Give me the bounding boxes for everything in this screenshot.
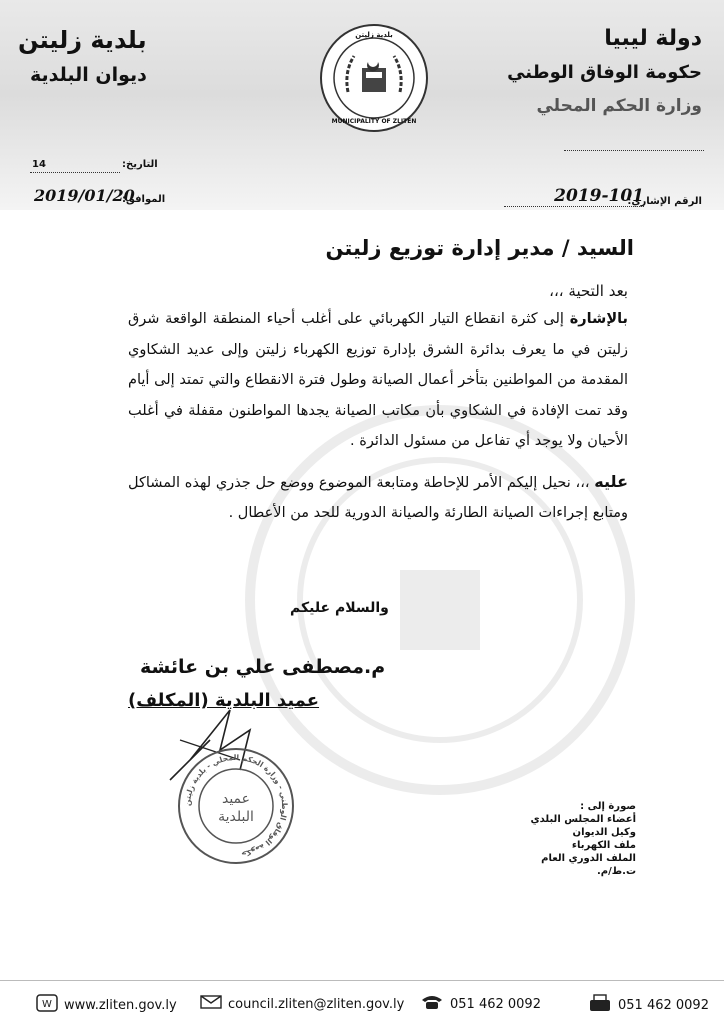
corresponding-value: 2019/01/20 (34, 186, 135, 205)
email-text: council.zliten@zliten.gov.ly (228, 996, 405, 1012)
cc-item: وكيل الديوان (572, 827, 636, 838)
footer (0, 980, 724, 1024)
footer-email (200, 994, 404, 1014)
municipality-name: بلدية زليتن (18, 26, 147, 54)
footer-phone (420, 994, 541, 1014)
emblem-arabic-text: بلدية زليتن (355, 31, 393, 39)
fax-icon (588, 994, 612, 1016)
footer-divider (0, 980, 724, 981)
greeting: بعد التحية ،،، (549, 282, 628, 300)
paragraph-1-lead: بالإشارة (569, 311, 629, 327)
svg-text:W: W (42, 999, 52, 1010)
email-icon (200, 994, 222, 1014)
stamp-line-1: عميد (221, 791, 251, 807)
signatory-title: عميد البلدية (المكلف) (128, 690, 320, 711)
ref-label: الرقم الإشاري: (627, 196, 702, 207)
government-name: حكومة الوفاق الوطني (507, 62, 702, 83)
ref-value: 2019-101 (554, 186, 644, 206)
office-name: ديوان البلدية (30, 64, 147, 86)
cc-item: ت.ط/م. (596, 866, 636, 877)
addressee: السيد / مدير إدارة توزيع زليتن (325, 236, 634, 260)
phone-text: 051 462 0092 (450, 996, 541, 1012)
emblem-english-text: MUNICIPALITY OF ZLITEN (331, 118, 417, 125)
date-value: 14 (32, 159, 46, 170)
corresponding-label: الموافق: (122, 194, 166, 205)
cc-item: الملف الدوري العام (541, 853, 636, 864)
paragraph-1 (128, 304, 628, 457)
cc-item: ملف الكهرباء (571, 840, 636, 851)
web-icon (36, 994, 58, 1016)
ref-line-top (564, 150, 704, 151)
paragraph-2-text: ،،، نحيل إليكم الأمر للإحاطة ومتابعة الموضوع ووضع حل جذري لهذه المشاكل ومتابع إجراءات الصيانة الطارئة والصيانة الدورية للحد من الأعطال . (128, 474, 628, 521)
footer-fax (588, 994, 709, 1016)
fax-text: 051 462 0092 (618, 997, 709, 1013)
date-line (30, 172, 120, 173)
stamp-line-2: البلدية (218, 809, 254, 825)
website-text: www.zliten.gov.ly (64, 997, 177, 1013)
phone-icon (420, 994, 444, 1014)
letter-body (128, 304, 628, 529)
closing: والسلام عليكم (290, 600, 389, 616)
paragraph-2 (128, 467, 628, 529)
paragraph-2-lead: عليه (594, 471, 628, 491)
cc-heading: صورة إلى : (580, 801, 636, 812)
date-label: التاريخ: (122, 159, 158, 170)
stamp-center (206, 790, 266, 826)
stamp-outer-text: حكومة الوفاق الوطني - وزارة الحكم المحلي - بلدية زليتن (182, 752, 290, 859)
cc-item: أعضاء المجلس البلدي (530, 814, 636, 825)
cc-list (530, 800, 636, 878)
signatory-name: م.مصطفى علي بن عائشة (140, 656, 386, 678)
ministry-name: وزارة الحكم المحلي (536, 96, 702, 116)
state-name: دولة ليبيا (604, 26, 702, 51)
paragraph-1-text: إلى كثرة انقطاع التيار الكهربائي على أغلب أحياء المنطقة الواقعة شرق زليتن في ما يعرف بدائرة الشرق بإدارة توزيع الكهرباء زليتن وإلى عديد الشكاوي المقدمة من المواطنين بتأخر أعمال الصيانة وطول فترة الانقطاع والتي تمتد إلى أيام وقد تمت الإفادة في الشكاوي بأن مكاتب الصيانة يجدها المواطنون مقفلة في أغلب الأحيان ولا يوجد أي تفاعل من مسئول الدائرة . (128, 311, 628, 449)
footer-website (36, 994, 177, 1016)
ref-line (504, 206, 644, 207)
